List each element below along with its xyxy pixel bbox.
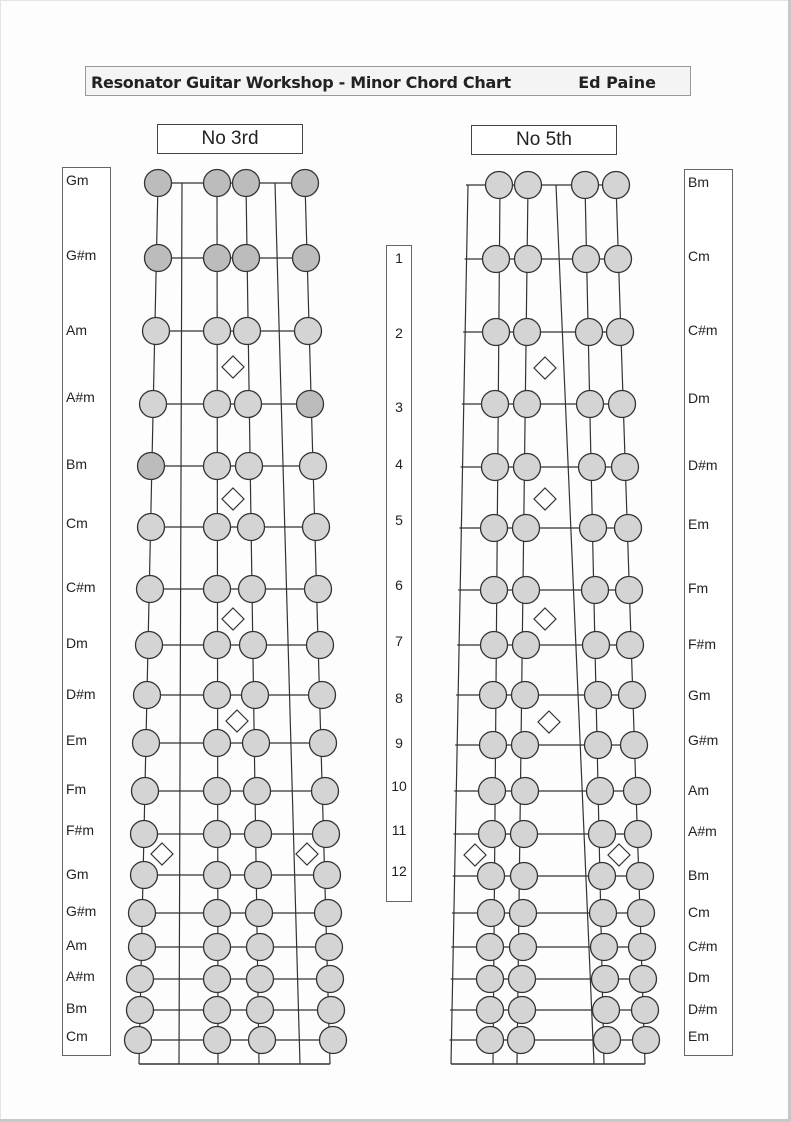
fret-number: 11 — [391, 822, 407, 838]
fret-number: 7 — [395, 633, 403, 649]
left-chord-dot — [295, 318, 322, 345]
right-chord-label: C#m — [688, 322, 718, 338]
right-chord-dot — [576, 319, 603, 346]
right-chord-label: Cm — [688, 248, 710, 264]
right-chord-dot — [585, 732, 612, 759]
right-chord-dot — [479, 778, 506, 805]
right-chord-dot — [627, 863, 654, 890]
left-chord-dot — [134, 682, 161, 709]
right-chord-label: A#m — [688, 823, 717, 839]
right-chord-label: D#m — [688, 457, 718, 473]
right-chord-dot — [477, 966, 504, 993]
fret-number: 3 — [395, 399, 403, 415]
left-chord-label: A#m — [66, 968, 95, 984]
fret-number: 2 — [395, 325, 403, 341]
right-chord-dot — [585, 682, 612, 709]
left-chord-label: Dm — [66, 635, 88, 651]
right-chord-dot — [511, 863, 538, 890]
left-chord-dot — [133, 730, 160, 757]
left-chord-label: Gm — [66, 172, 89, 188]
right-chord-dot — [590, 900, 617, 927]
left-chord-dot — [204, 632, 231, 659]
left-chord-dot — [316, 934, 343, 961]
right-chord-dot — [512, 682, 539, 709]
right-chord-dot — [486, 172, 513, 199]
right-chart-heading: No 5th — [471, 125, 617, 155]
left-fret-marker — [226, 710, 248, 732]
right-chord-dot — [477, 934, 504, 961]
right-chord-label: Em — [688, 1028, 709, 1044]
left-chord-label: Gm — [66, 866, 89, 882]
left-chord-dot — [293, 245, 320, 272]
right-chord-dot — [478, 863, 505, 890]
right-chord-dot — [630, 966, 657, 993]
left-chord-dot — [249, 1027, 276, 1054]
right-chord-dot — [509, 966, 536, 993]
left-chord-dot — [238, 514, 265, 541]
right-chord-label: Dm — [688, 390, 710, 406]
right-chord-dot — [625, 821, 652, 848]
right-chord-dot — [616, 577, 643, 604]
left-chord-dot — [204, 245, 231, 272]
right-chord-dot — [582, 577, 609, 604]
page-title: Resonator Guitar Workshop - Minor Chord Chart — [91, 73, 511, 92]
left-chord-dot — [245, 862, 272, 889]
right-chord-dot — [510, 900, 537, 927]
left-chord-label: C#m — [66, 579, 96, 595]
left-chart-heading: No 3rd — [157, 124, 303, 154]
left-chord-dot — [239, 576, 266, 603]
right-chord-dot — [580, 515, 607, 542]
left-chord-dot — [125, 1027, 152, 1054]
left-chord-dot — [204, 453, 231, 480]
right-chord-dot — [483, 246, 510, 273]
right-chord-dot — [482, 391, 509, 418]
left-chord-label: A#m — [66, 389, 95, 405]
left-string-line — [246, 183, 259, 1064]
left-chord-dot — [204, 862, 231, 889]
left-chord-dot — [247, 966, 274, 993]
right-chord-dot — [632, 997, 659, 1024]
right-chord-label: G#m — [688, 732, 719, 748]
right-chord-label: Bm — [688, 174, 709, 190]
left-string-line — [179, 183, 182, 1064]
left-chord-dot — [131, 862, 158, 889]
left-chord-dot — [317, 966, 344, 993]
right-chord-dot — [482, 454, 509, 481]
right-string-line — [616, 185, 645, 1064]
left-chord-label: Fm — [66, 781, 87, 797]
left-chord-dot — [127, 997, 154, 1024]
left-chord-dot — [129, 900, 156, 927]
right-chord-dot — [509, 997, 536, 1024]
right-chord-dot — [513, 632, 540, 659]
left-fret-marker — [296, 843, 318, 865]
right-chord-dot — [587, 778, 614, 805]
right-chord-label: C#m — [688, 938, 718, 954]
left-chord-dot — [247, 997, 274, 1024]
left-chord-dot — [145, 170, 172, 197]
left-chord-dot — [300, 453, 327, 480]
left-chord-dot — [204, 391, 231, 418]
right-chord-dot — [603, 172, 630, 199]
right-chord-dot — [514, 319, 541, 346]
fret-number: 12 — [391, 863, 407, 879]
left-chord-label: G#m — [66, 247, 97, 263]
right-chord-dot — [481, 632, 508, 659]
left-fret-marker — [151, 843, 173, 865]
right-fret-marker — [534, 608, 556, 630]
left-chord-dot — [303, 514, 330, 541]
left-chord-dot — [312, 778, 339, 805]
left-chord-dot — [204, 966, 231, 993]
right-chord-dot — [514, 391, 541, 418]
right-chord-dot — [515, 246, 542, 273]
right-chord-dot — [480, 732, 507, 759]
right-chord-dot — [478, 900, 505, 927]
right-chord-label: Cm — [688, 904, 710, 920]
left-chord-dot — [204, 318, 231, 345]
left-chord-dot — [320, 1027, 347, 1054]
fret-number: 4 — [395, 456, 403, 472]
left-chord-dot — [318, 997, 345, 1024]
left-string-line — [217, 183, 218, 1064]
right-chord-dot — [633, 1027, 660, 1054]
left-chord-dot — [245, 821, 272, 848]
right-chord-dot — [572, 172, 599, 199]
left-string-line — [305, 183, 330, 1064]
left-chord-label: Am — [66, 937, 87, 953]
left-chord-dot — [131, 821, 158, 848]
left-chord-dot — [138, 453, 165, 480]
right-chord-label: F#m — [688, 636, 716, 652]
left-chord-dot — [310, 730, 337, 757]
left-string-line — [275, 183, 300, 1064]
right-chord-label: Fm — [688, 580, 709, 596]
left-chord-dot — [240, 632, 267, 659]
left-chord-dot — [233, 170, 260, 197]
left-chord-dot — [204, 1027, 231, 1054]
left-chord-label: Bm — [66, 1000, 87, 1016]
left-chord-dot — [127, 966, 154, 993]
right-chord-dot — [619, 682, 646, 709]
left-fret-marker — [222, 608, 244, 630]
left-chord-dot — [140, 391, 167, 418]
right-chord-label: D#m — [688, 1001, 718, 1017]
right-chord-dot — [583, 632, 610, 659]
right-chord-dot — [481, 515, 508, 542]
left-fret-marker — [222, 488, 244, 510]
left-chord-label: G#m — [66, 903, 97, 919]
right-chord-dot — [512, 778, 539, 805]
left-chord-dot — [234, 318, 261, 345]
right-chord-dot — [615, 515, 642, 542]
right-chord-dot — [591, 934, 618, 961]
right-chord-dot — [607, 319, 634, 346]
left-chord-dot — [204, 576, 231, 603]
left-chord-label: D#m — [66, 686, 96, 702]
left-chord-label: F#m — [66, 822, 94, 838]
left-chord-dot — [129, 934, 156, 961]
left-chord-dot — [235, 391, 262, 418]
left-chord-dot — [242, 682, 269, 709]
left-chord-label: Am — [66, 322, 87, 338]
right-chord-label: Em — [688, 516, 709, 532]
left-chord-dot — [138, 514, 165, 541]
right-chord-dot — [628, 900, 655, 927]
right-chord-dot — [612, 454, 639, 481]
right-chord-dot — [617, 632, 644, 659]
right-chord-dot — [579, 454, 606, 481]
right-chord-dot — [594, 1027, 621, 1054]
left-chord-dot — [315, 900, 342, 927]
left-chord-dot — [204, 778, 231, 805]
left-chord-dot — [247, 934, 274, 961]
left-chord-dot — [309, 682, 336, 709]
left-chord-label: Bm — [66, 456, 87, 472]
left-chord-dot — [136, 632, 163, 659]
author-name: Ed Paine — [578, 73, 656, 92]
left-fret-marker — [222, 356, 244, 378]
left-chord-dot — [145, 245, 172, 272]
right-chord-dot — [589, 821, 616, 848]
left-string-line — [139, 183, 158, 1064]
left-chord-dot — [204, 730, 231, 757]
right-fret-marker — [534, 488, 556, 510]
left-chord-dot — [137, 576, 164, 603]
left-chord-dot — [244, 778, 271, 805]
left-chord-label: Em — [66, 732, 87, 748]
fret-number: 10 — [391, 778, 407, 794]
left-chord-dot — [246, 900, 273, 927]
left-chord-dot — [233, 245, 260, 272]
left-chord-dot — [292, 170, 319, 197]
right-chord-dot — [513, 577, 540, 604]
left-chord-dot — [236, 453, 263, 480]
right-chord-label: Am — [688, 782, 709, 798]
right-chord-label: Bm — [688, 867, 709, 883]
left-chord-dot — [307, 632, 334, 659]
left-chord-label: Cm — [66, 515, 88, 531]
right-string-line — [451, 185, 468, 1064]
right-chord-label: Gm — [688, 687, 711, 703]
left-chord-dot — [204, 514, 231, 541]
left-chord-dot — [204, 170, 231, 197]
left-chord-dot — [243, 730, 270, 757]
right-chord-dot — [508, 1027, 535, 1054]
right-chord-dot — [477, 1027, 504, 1054]
right-string-line — [493, 185, 500, 1064]
right-chord-dot — [510, 934, 537, 961]
left-chord-label: Cm — [66, 1028, 88, 1044]
right-chord-dot — [480, 682, 507, 709]
right-chord-dot — [573, 246, 600, 273]
left-chord-dot — [204, 821, 231, 848]
right-chord-dot — [589, 863, 616, 890]
right-chord-dot — [515, 172, 542, 199]
right-chord-dot — [481, 577, 508, 604]
right-chord-dot — [477, 997, 504, 1024]
left-chord-dot — [204, 682, 231, 709]
fret-number: 9 — [395, 735, 403, 751]
left-chord-dot — [204, 900, 231, 927]
left-chord-dot — [297, 391, 324, 418]
fret-number: 5 — [395, 512, 403, 528]
right-fret-marker — [608, 844, 630, 866]
right-chord-dot — [609, 391, 636, 418]
fret-number: 8 — [395, 690, 403, 706]
right-chord-dot — [577, 391, 604, 418]
left-chord-dot — [204, 997, 231, 1024]
left-chord-dot — [204, 934, 231, 961]
right-chord-label: Dm — [688, 969, 710, 985]
right-chord-dot — [513, 515, 540, 542]
right-chord-dot — [479, 821, 506, 848]
left-chord-dot — [132, 778, 159, 805]
left-chord-dot — [143, 318, 170, 345]
right-chord-dot — [593, 997, 620, 1024]
right-chord-dot — [605, 246, 632, 273]
right-chord-dot — [483, 319, 510, 346]
right-string-line — [517, 185, 528, 1064]
right-chord-dot — [621, 732, 648, 759]
right-chord-dot — [514, 454, 541, 481]
right-chord-dot — [629, 934, 656, 961]
right-chord-dot — [512, 732, 539, 759]
right-chord-dot — [624, 778, 651, 805]
left-chord-dot — [314, 862, 341, 889]
left-chord-dot — [305, 576, 332, 603]
fret-number: 6 — [395, 577, 403, 593]
right-fret-marker — [534, 357, 556, 379]
left-chord-dot — [313, 821, 340, 848]
right-fret-marker — [464, 844, 486, 866]
right-chord-dot — [511, 821, 538, 848]
right-chord-dot — [592, 966, 619, 993]
right-fret-marker — [538, 711, 560, 733]
fret-number: 1 — [395, 250, 403, 266]
